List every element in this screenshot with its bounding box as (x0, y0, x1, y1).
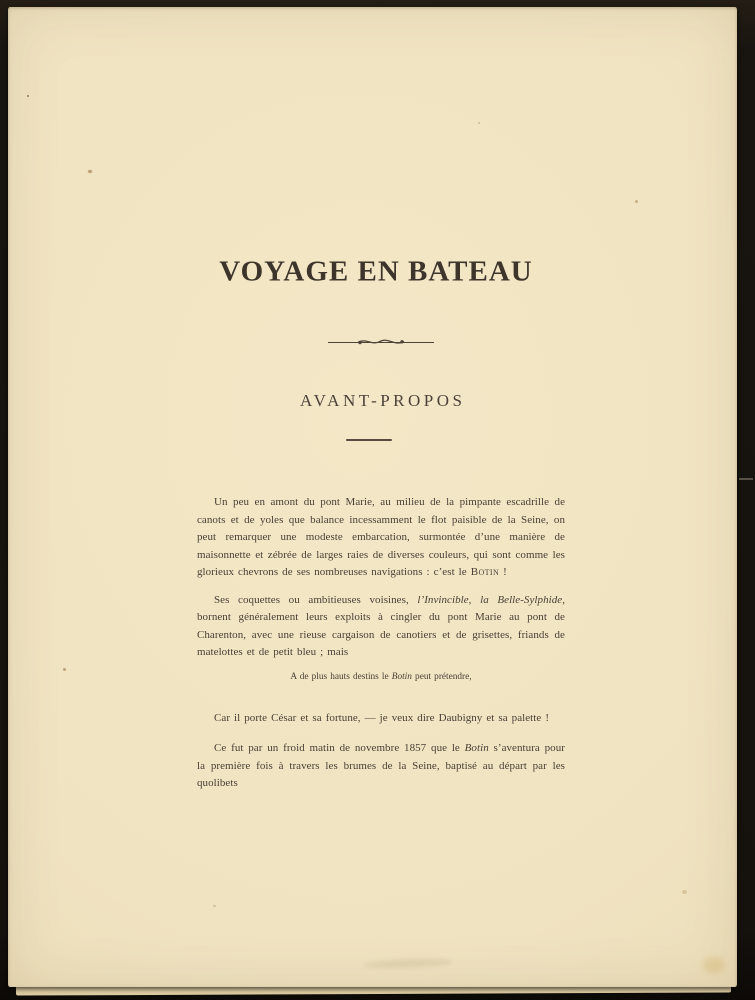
flourish-divider-icon (197, 333, 565, 349)
paper-sheet (8, 7, 737, 987)
botin-italic: Botin (391, 671, 412, 682)
botin-smallcaps: Botin (470, 566, 500, 578)
boat-names-italic: l’Invincible, la Belle-Sylphide, (417, 593, 566, 606)
foxing-spot (27, 95, 29, 97)
foxing-spot (635, 200, 638, 203)
paragraph-1 (197, 494, 565, 582)
foxing-spot (682, 890, 687, 894)
foxing-spot (213, 905, 216, 907)
paragraph-4-text: Ce fut par un froid matin de novembre 1857 que le (214, 742, 465, 754)
text-column (197, 7, 565, 793)
paragraph-1-text: Un peu en amont du pont Marie, au milieu de la pimpante escadrille de canots et de yoles que balance incessamment le flot paisible de la Seine, on peut remarquer une modeste embarcation, surmontée d’une manière de maisonnette et zébrée de larges raies de diverses couleurs, qui sont comme les glorieux chevrons de ses nombreuses navigations : c’est le (197, 496, 565, 578)
scan-scratch (739, 478, 753, 480)
verse-epigraph (197, 670, 565, 684)
epigraph-end: peut prétendre, (411, 671, 472, 682)
paragraph-1-end: ! (499, 566, 507, 578)
paragraph-2-text: Ses coquettes ou ambitieuses voisines, (214, 593, 418, 606)
heading-rule (346, 439, 392, 441)
foxing-spot (88, 170, 92, 173)
paragraph-4-end: s’aventura pour la première fois à travers les brumes de la Seine, baptisé au départ par les quolibets (197, 742, 565, 789)
paragraph-3: Car il porte César et sa fortune, — je veux dire Daubigny et sa palette ! (214, 711, 550, 724)
stain-mark (703, 957, 725, 973)
smudge-mark (363, 957, 453, 969)
paragraph-4 (197, 740, 565, 793)
paragraph-2 (197, 592, 565, 662)
paragraph-2-end: bornent généralement leurs exploits à cingler du pont Marie au pont de Charenton, avec une rieuse cargaison de canotiers et de grisettes, friands de matelottes et de petit bleu ; mais (197, 611, 565, 658)
botin-italic: Botin (464, 742, 489, 754)
section-heading: AVANT-PROPOS (300, 391, 466, 410)
page-title: VOYAGE EN BATEAU (219, 256, 533, 288)
epigraph-text: A de plus hauts destins le (290, 671, 392, 682)
foxing-spot (63, 668, 66, 671)
